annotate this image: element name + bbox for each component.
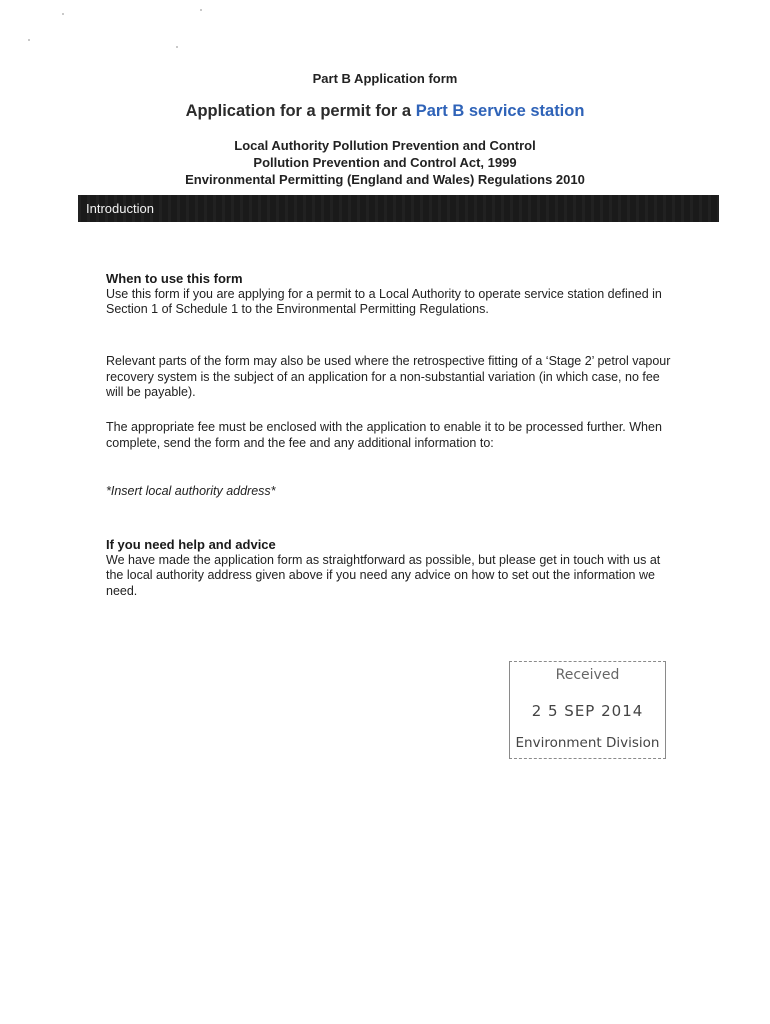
title-prefix: Application for a permit for a: [185, 102, 412, 120]
stamp-received: Received: [555, 667, 620, 683]
form-label: Part B Application form: [312, 71, 458, 86]
title-accent: Part B service station: [415, 102, 585, 120]
paragraph: The appropriate fee must be enclosed with the application to enable it to be processed further. When complete, send the form and the fee and any additional information to:: [106, 420, 662, 450]
help-section: [106, 537, 678, 599]
page-title: [0, 102, 770, 121]
paragraph: Relevant parts of the form may also be used where the retrospective fitting of a ‘Stage 2’ petrol vapour recovery system is the subject of an application for a non-substantial variation (in which case, no fee will be payable).: [106, 354, 671, 399]
paragraph: We have made the application form as straightforward as possible, but please get in touch with us at the local authority address given above if you need any advice on how to set out the information we need.: [106, 552, 661, 598]
scan-speck: [62, 13, 64, 15]
legislation-line: Local Authority Pollution Prevention and Control: [234, 138, 536, 153]
when-to-use-section: [106, 271, 678, 318]
address-placeholder: *Insert local authority address*: [106, 484, 276, 498]
stamp-division: Environment Division: [515, 735, 660, 751]
legislation-line: Environmental Permitting (England and Wales) Regulations 2010: [185, 172, 585, 187]
scan-speck: [28, 39, 30, 41]
section-heading: If you need help and advice: [106, 537, 276, 552]
scan-speck: [176, 46, 178, 48]
paragraph: Use this form if you are applying for a permit to a Local Authority to operate service station defined in Section 1 of Schedule 1 to the Environmental Permitting Regulations.: [106, 286, 662, 316]
section-header-bar: [78, 195, 719, 222]
received-stamp: [509, 661, 666, 759]
section-heading: When to use this form: [106, 271, 243, 286]
stamp-date: 2 5 SEP 2014: [531, 702, 644, 720]
section-title: Introduction: [86, 201, 154, 216]
legislation-line: Pollution Prevention and Control Act, 1999: [253, 155, 517, 170]
scan-speck: [200, 9, 202, 11]
